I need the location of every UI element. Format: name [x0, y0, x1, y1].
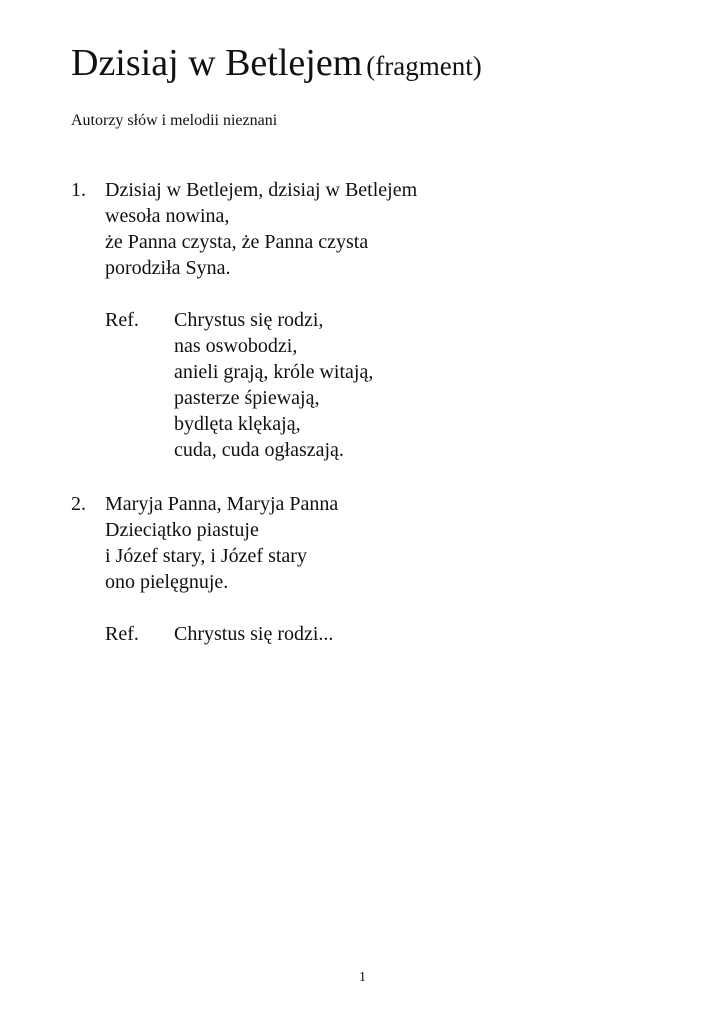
- refrain-line: nas oswobodzi,: [174, 335, 298, 357]
- refrain-line: cuda, cuda ogłaszają.: [174, 439, 344, 461]
- verse-line: i Józef stary, i Józef stary: [105, 545, 307, 567]
- verse-lines: [105, 491, 338, 595]
- page-title: [71, 44, 482, 82]
- verse-line: Maryja Panna, Maryja Panna: [105, 493, 339, 515]
- refrain-line: Chrystus się rodzi,: [174, 309, 324, 331]
- verse-2: [71, 491, 338, 647]
- verse-line: że Panna czysta, że Panna czysta: [105, 231, 369, 253]
- refrain-line: anieli grają, króle witają,: [174, 361, 374, 383]
- refrain-label: Ref.: [105, 623, 139, 645]
- refrain-line: pasterze śpiewają,: [174, 387, 320, 409]
- refrain-line: Chrystus się rodzi...: [174, 623, 334, 645]
- verse-number: 2.: [71, 493, 86, 515]
- verse-line: porodziła Syna.: [105, 257, 231, 279]
- title-fragment-note: (fragment): [366, 51, 482, 81]
- verse-line: wesoła nowina,: [105, 205, 230, 227]
- verse-lines: [105, 177, 417, 281]
- verse-line: ono pielęgnuje.: [105, 571, 229, 593]
- verse-line: Dzisiaj w Betlejem, dzisiaj w Betlejem: [105, 179, 418, 201]
- verse-number: 1.: [71, 179, 86, 201]
- page-number: 1: [359, 970, 366, 985]
- refrain: [105, 621, 338, 647]
- refrain: [105, 307, 417, 463]
- title-main: Dzisiaj w Betlejem: [71, 42, 363, 84]
- subtitle-authors: Autorzy słów i melodii nieznani: [71, 112, 278, 129]
- refrain-label: Ref.: [105, 309, 139, 331]
- refrain-line: bydlęta klękają,: [174, 413, 301, 435]
- refrain-lines: [174, 307, 373, 463]
- refrain-lines: [174, 621, 333, 647]
- verse-line: Dzieciątko piastuje: [105, 519, 259, 541]
- verse-1: [71, 177, 417, 463]
